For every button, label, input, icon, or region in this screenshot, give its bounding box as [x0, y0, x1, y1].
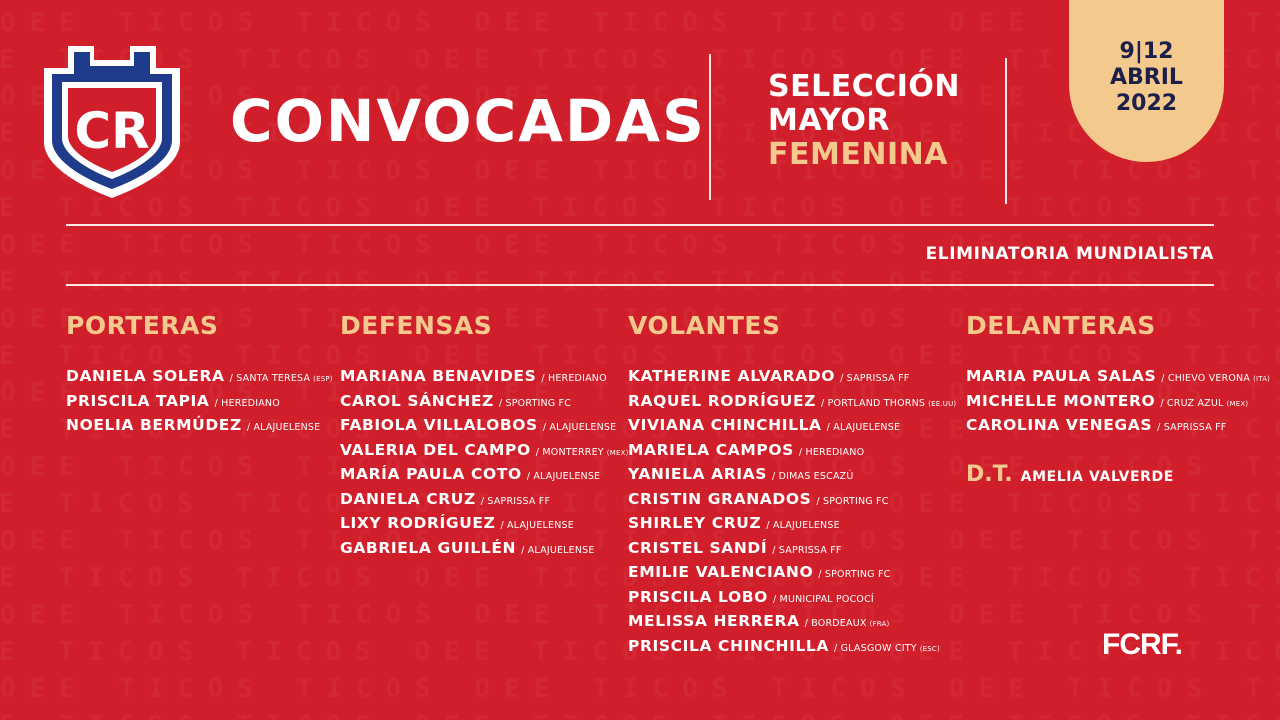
player-club: [834, 643, 940, 654]
date-badge: [1069, 0, 1224, 162]
player-row: [340, 438, 629, 463]
player-club: [821, 398, 956, 409]
club-name: / MUNICIPAL POCOCÍ: [772, 593, 874, 605]
watermark-row: [0, 156, 1280, 186]
player-club: [481, 496, 550, 507]
coach-name: AMELIA VALVERDE: [1020, 468, 1174, 485]
player-name: MICHELLE MONTERO: [966, 391, 1156, 410]
player-club: [1157, 422, 1226, 433]
player-row: [628, 462, 956, 487]
club-name: / ALAJUELENSE: [246, 422, 321, 433]
column-heading: DELANTERAS: [966, 311, 1156, 340]
club-name: / HEREDIANO: [541, 373, 607, 384]
player-row: [340, 536, 629, 561]
watermark-row: [0, 267, 1220, 297]
club-name: / ALAJUELENSE: [526, 471, 601, 482]
club-name: / GLASGOW CITY: [834, 642, 917, 654]
player-club: [543, 422, 617, 433]
player-row: [340, 389, 629, 414]
watermark-row: [0, 563, 1220, 593]
player-row: [340, 364, 629, 389]
club-name: / SAPRISSA FF: [840, 373, 910, 384]
club-name: / ALAJUELENSE: [826, 422, 901, 433]
player-row: [966, 364, 1270, 389]
club-name: / SPORTING FC: [498, 397, 572, 409]
club-name: / SAPRISSA FF: [1157, 422, 1227, 433]
player-name: LIXY RODRÍGUEZ: [340, 514, 496, 532]
player-name: DANIELA SOLERA: [66, 367, 225, 385]
team-line-seleccion: SELECCIÓN: [768, 69, 961, 104]
club-country: (ESC): [919, 644, 940, 653]
player-name: MARÍA PAULA COTO: [340, 465, 522, 483]
player-name: CRISTIN GRANADOS: [628, 489, 812, 508]
club-country: (MEX): [1226, 399, 1249, 408]
player-name: CAROLINA VENEGAS: [966, 416, 1153, 434]
player-name: NOELIA BERMÚDEZ: [66, 416, 242, 434]
club-name: / ALAJUELENSE: [766, 520, 840, 531]
player-row: [628, 438, 956, 463]
player-name: KATHERINE ALVARADO: [628, 367, 836, 385]
player-name: PRISCILA TAPIA: [66, 391, 210, 410]
player-club: [527, 471, 601, 482]
player-row: [628, 389, 956, 414]
player-name: PRISCILA CHINCHILLA: [628, 636, 829, 655]
player-club: [500, 520, 574, 531]
club-name: / PORTLAND THORNS: [820, 397, 926, 409]
roster-column-volantes: [628, 308, 956, 658]
club-name: / BORDEAUX: [804, 618, 867, 629]
club-name: / DIMAS ESCAZÚ: [772, 471, 854, 482]
player-name: EMILIE VALENCIANO: [628, 563, 814, 581]
player-row: [628, 487, 956, 512]
player-name: DANIELA CRUZ: [340, 489, 476, 508]
player-club: [816, 496, 888, 507]
player-row: [340, 413, 629, 438]
player-club: [536, 447, 629, 458]
vertical-divider: [709, 54, 711, 200]
player-name: MARIELA CAMPOS: [628, 440, 794, 459]
player-name: SHIRLEY CRUZ: [628, 514, 762, 532]
player-name: MARIANA BENAVIDES: [340, 367, 537, 385]
column-heading: DEFENSAS: [340, 311, 493, 340]
date-year: 2022: [1115, 91, 1178, 116]
watermark-row: [0, 674, 1280, 704]
page-title: CONVOCADAS: [230, 87, 706, 155]
player-name: FABIOLA VILLALOBOS: [340, 416, 538, 434]
player-row: [628, 585, 956, 610]
player-row: [628, 413, 956, 438]
club-country: (MEX): [606, 448, 629, 457]
club-country: (ITA): [1253, 375, 1271, 383]
player-club: [772, 545, 841, 556]
team-name: [768, 70, 998, 172]
watermark-row: [0, 637, 1220, 667]
player-club: [499, 398, 571, 409]
roster-column-porteras: [66, 308, 333, 438]
player-row: [966, 389, 1270, 414]
crest-initials: CR: [74, 102, 150, 160]
player-name: GABRIELA GUILLÉN: [340, 538, 517, 557]
player-club: [1160, 398, 1248, 409]
player-row: [340, 511, 629, 536]
player-row: [66, 413, 333, 438]
club-name: / SAPRISSA FF: [772, 544, 842, 556]
competition-subtitle: ELIMINATORIA MUNDIALISTA: [925, 244, 1214, 264]
watermark-row: [0, 711, 1220, 720]
club-name: / SPORTING FC: [818, 569, 891, 580]
club-name: / ALAJUELENSE: [500, 520, 574, 531]
player-name: CRISTEL SANDÍ: [628, 538, 768, 557]
fcrf-wordmark-logo: FCRF.: [1102, 628, 1182, 661]
player-club: [827, 422, 901, 433]
player-row: [66, 364, 333, 389]
player-club: [773, 594, 874, 605]
player-name: MARIA PAULA SALAS: [966, 367, 1157, 385]
team-line-femenina: FEMENINA: [768, 137, 948, 172]
club-country: (FRA): [869, 620, 890, 628]
date-month: ABRIL: [1110, 65, 1183, 90]
player-club: [215, 398, 280, 409]
team-line-mayor: MAYOR: [768, 103, 890, 138]
player-name: PRISCILA LOBO: [628, 587, 768, 606]
club-name: / ALAJUELENSE: [542, 422, 617, 433]
player-name: VIVIANA CHINCHILLA: [628, 416, 822, 434]
club-name: / HEREDIANO: [214, 397, 280, 409]
player-club: [840, 373, 909, 384]
player-row: [628, 536, 956, 561]
roster-column-defensas: [340, 308, 629, 560]
fcrf-crest-logo: [38, 38, 186, 200]
player-club: [799, 447, 864, 458]
player-name: VALERIA DEL CAMPO: [340, 440, 531, 459]
club-country: (ESP): [313, 375, 333, 383]
player-club: [247, 422, 321, 433]
club-name: / ALAJUELENSE: [521, 544, 595, 556]
player-club: [230, 373, 333, 384]
club-name: / SAPRISSA FF: [480, 495, 551, 507]
date-days: 9|12: [1119, 39, 1174, 64]
horizontal-divider: [66, 284, 1214, 286]
player-row: [966, 413, 1270, 438]
player-row: [628, 364, 956, 389]
player-club: [818, 569, 890, 580]
player-club: [772, 471, 854, 482]
club-name: / SPORTING FC: [816, 495, 889, 507]
player-name: RAQUEL RODRÍGUEZ: [628, 391, 816, 410]
club-country: (EE.UU): [928, 399, 957, 408]
vertical-divider: [1005, 58, 1007, 204]
player-row: [628, 560, 956, 585]
player-row: [628, 634, 956, 659]
column-heading: VOLANTES: [628, 311, 781, 340]
player-row: [340, 462, 629, 487]
player-club: [521, 545, 595, 556]
coach-label: D.T.: [966, 461, 1013, 487]
club-name: / MONTERREY: [535, 446, 604, 458]
player-name: MELISSA HERRERA: [628, 612, 800, 630]
player-name: CAROL SÁNCHEZ: [340, 391, 494, 410]
player-row: [66, 389, 333, 414]
horizontal-divider: [66, 224, 1214, 226]
player-row: [628, 609, 956, 634]
player-row: [628, 511, 956, 536]
player-club: [541, 373, 606, 384]
club-name: / SANTA TERESA: [229, 373, 311, 384]
player-club: [766, 520, 840, 531]
head-coach: [966, 462, 1270, 487]
player-row: [340, 487, 629, 512]
club-name: / CRUZ AZUL: [1160, 397, 1224, 409]
column-heading: PORTERAS: [66, 311, 219, 340]
club-name: / HEREDIANO: [798, 446, 865, 458]
player-club: [805, 618, 890, 629]
club-name: / CHIEVO VERONA: [1161, 373, 1251, 384]
player-club: [1161, 373, 1270, 384]
roster-column-delanteras: [966, 308, 1270, 487]
player-name: YANIELA ARIAS: [628, 465, 767, 483]
